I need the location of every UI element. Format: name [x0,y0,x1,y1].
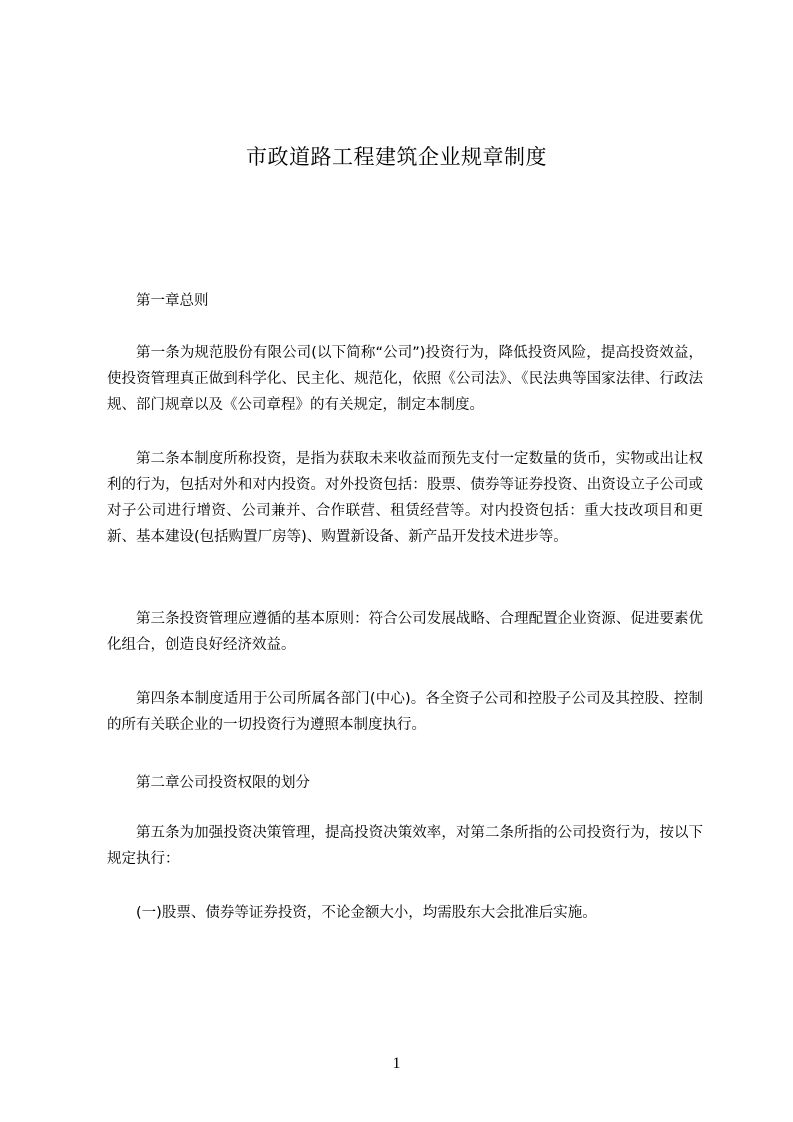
article-1-paragraph: 第一条为规范股份有限公司(以下简称“公司”)投资行为，降低投资风险，提高投资效益，使投资管理真正做到科学化、民主化、规范化，依照《公司法》、《民法典等国家法律、行政法规、部门规章以及《公司章程》的有关规定，制定本制度。 [107,345,703,413]
page-number: 1 [392,1055,401,1072]
chapter-2-heading: 第二章公司投资权限的划分 [136,775,310,791]
document-title: 市政道路工程建筑企业规章制度 [246,145,547,169]
article-5-paragraph: 第五条为加强投资决策管理，提高投资决策效率，对第二条所指的公司投资行为，按以下规定执行： [107,825,703,867]
article-4-paragraph: 第四条本制度适用于公司所属各部门(中心)。各全资子公司和控股子公司及其控股、控制的所有关联企业的一切投资行为遵照本制度执行。 [107,691,703,733]
chapter-1-heading: 第一章总则 [136,293,209,309]
article-3-paragraph: 第三条投资管理应遵循的基本原则：符合公司发展战略、合理配置企业资源、促进要素优化组合，创造良好经济效益。 [107,611,703,653]
article-5-item-1: (一)股票、债券等证券投资，不论金额大小，均需股东大会批准后实施。 [136,905,597,921]
article-2-paragraph: 第二条本制度所称投资，是指为获取未来收益而预先支付一定数量的货币，实物或出让权利的行为，包括对外和对内投资。对外投资包括：股票、债券等证券投资、出资设立子公司或对子公司进行增资、公司兼并、合作联营、租赁经营等。对内投资包括：重大技改项目和更新、基本建设(包括购置厂房等)、购置新设备、新产品开发技术进步等。 [107,451,703,545]
